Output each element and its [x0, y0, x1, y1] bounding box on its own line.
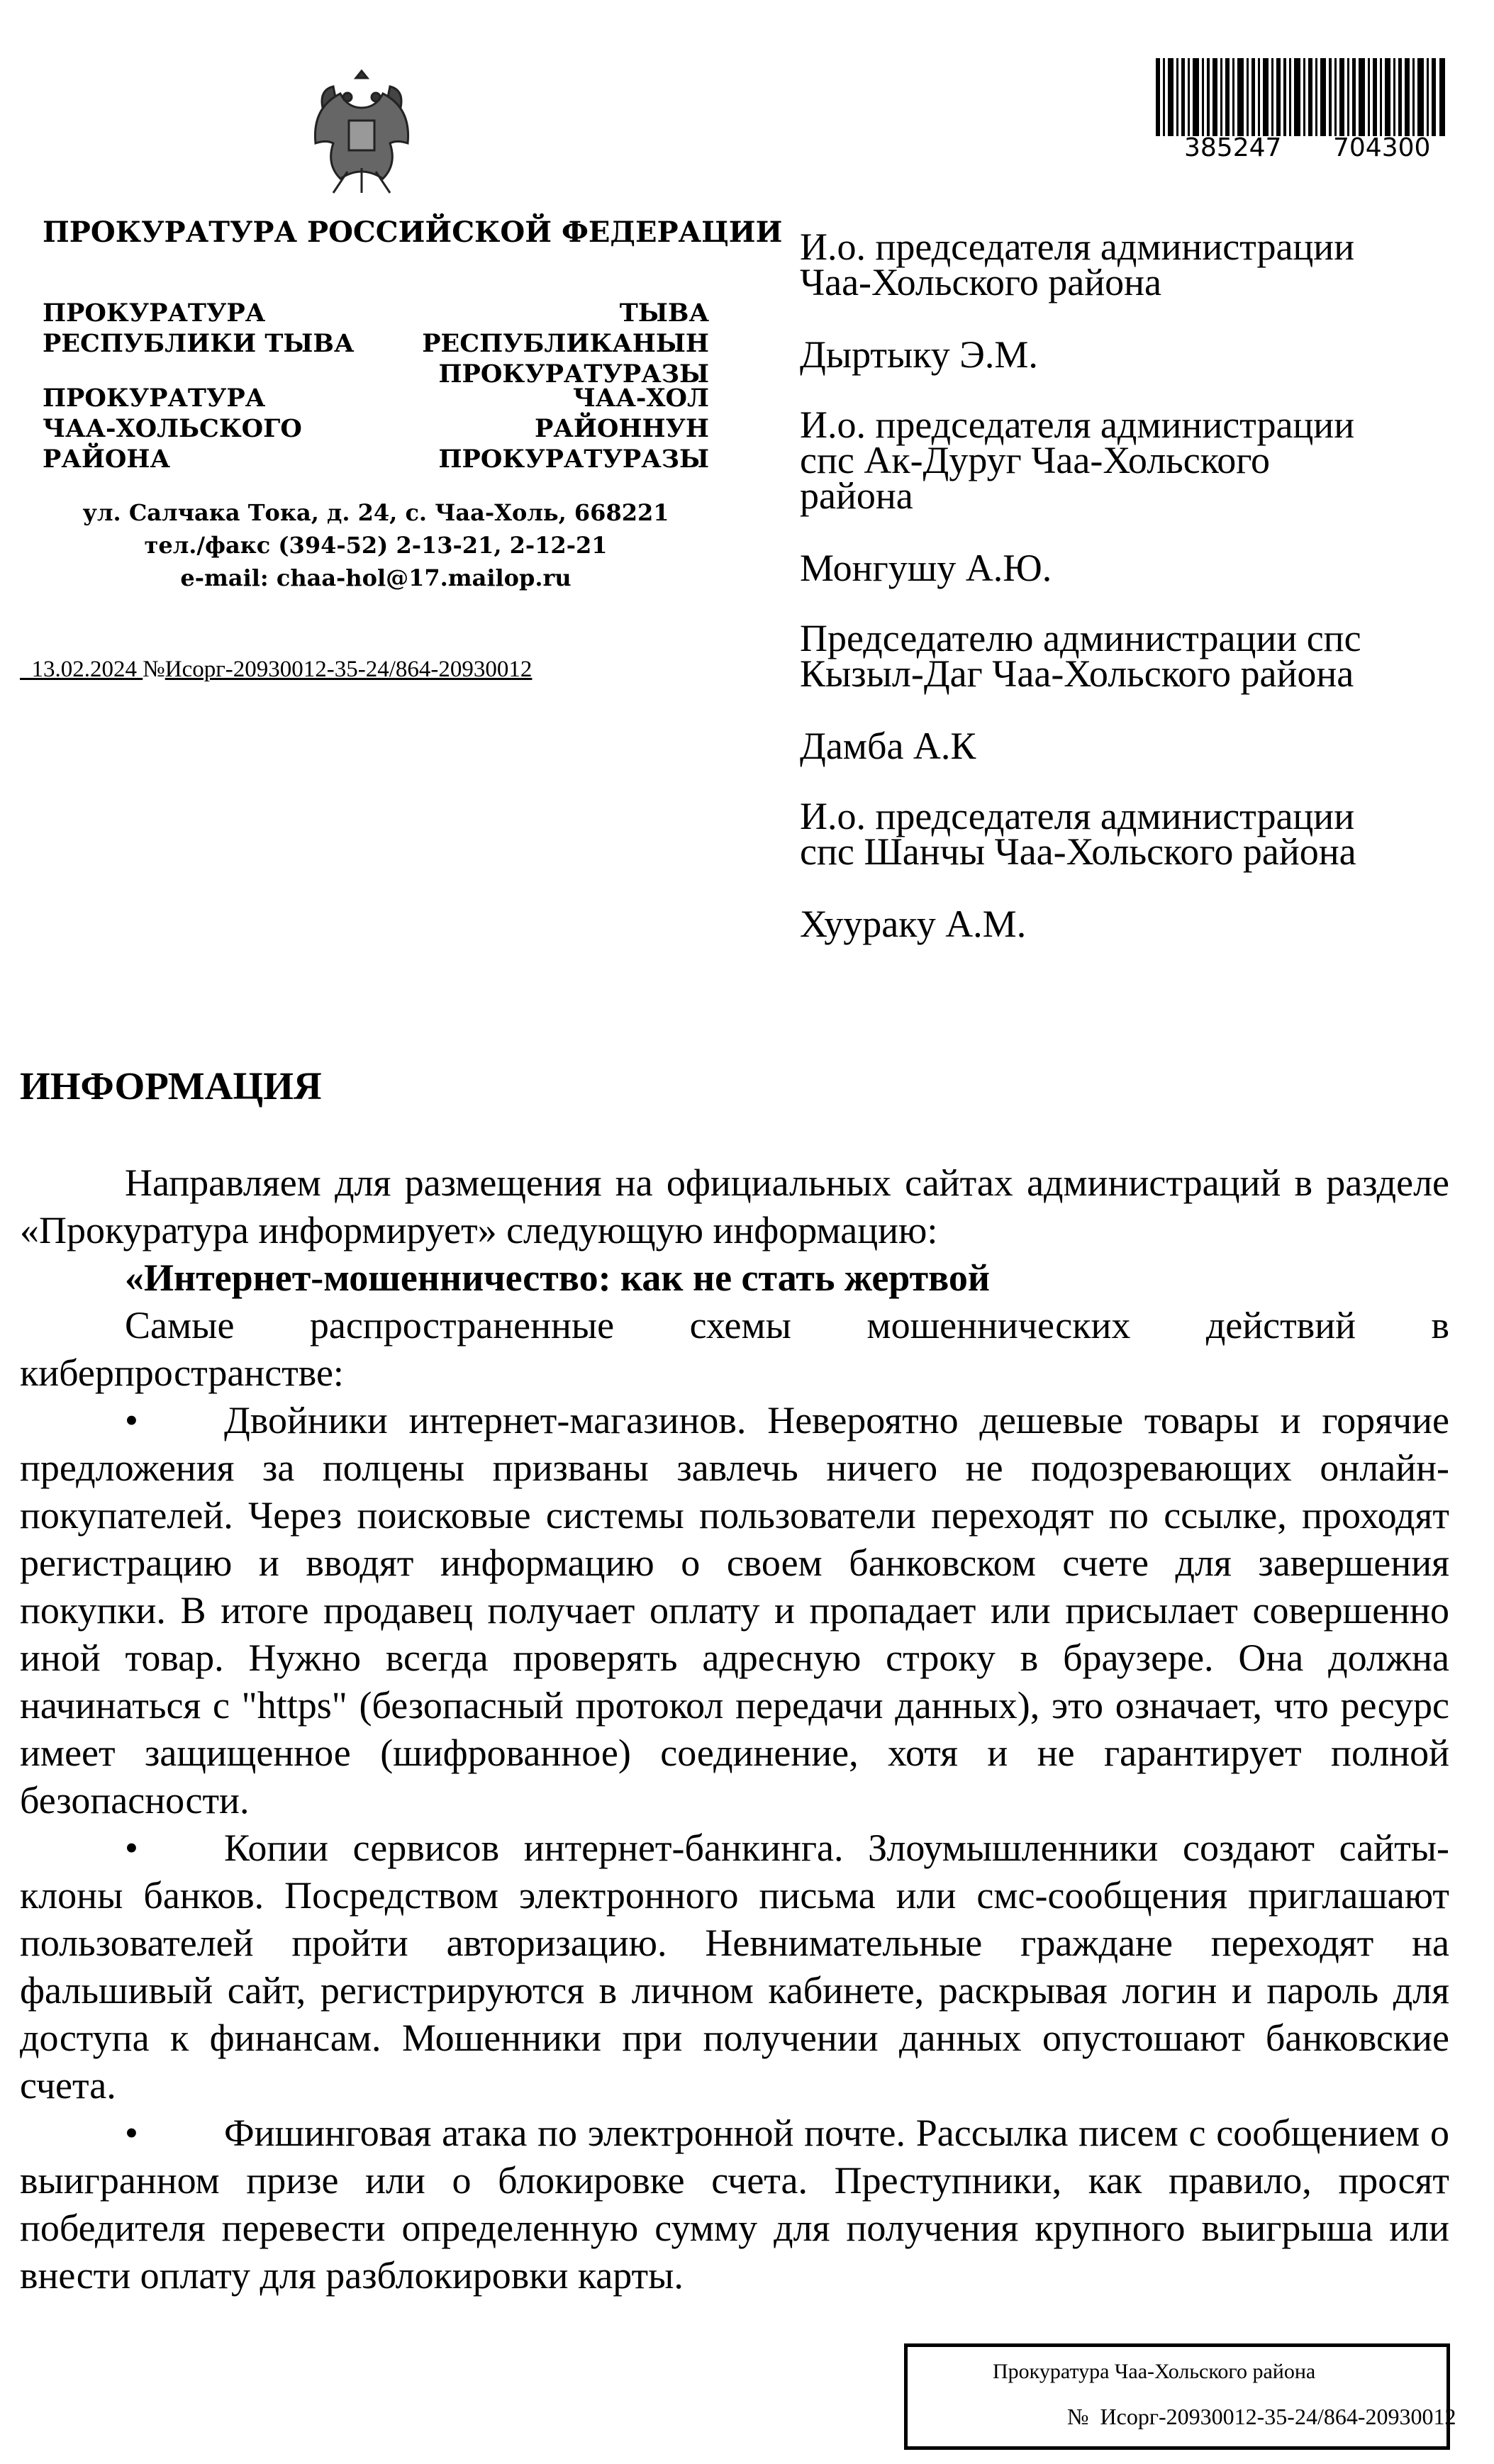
header-left-block-2 [43, 383, 302, 474]
header-line: ПРОКУРАТУРАЗЫ [438, 445, 709, 474]
recipient-name: Дамба А.К [800, 725, 976, 767]
header-right-block-2 [397, 383, 709, 474]
reference-date: 13.02.2024 [31, 657, 137, 682]
barcode [1156, 58, 1446, 165]
recipients-block [800, 225, 1481, 976]
bullet-item: • Двойники интернет-магазинов. Невероятно дешевые товары и горячие предложения за полцены призваны завлечь ничего не подозревающих онлайн-покупателей. Через поисковые системы пользователи переходят по ссылке, проходят регистрацию и вводят информацию о своем банковском счете для завершения покупки. В итоге продавец получает оплату и пропадает или присылает совершенно иной товар. Нужно всегда проверять адресную строку в браузере. Она должна начинаться с "https" (безопасный протокол передачи данных), это означает, что ресурс имеет защищенное (шифрованное) соединение, хотя и не гарантирует полной безопасности. [20, 1397, 1449, 1824]
header-right-block-1 [397, 298, 709, 389]
article-title: «Интернет-мошенничество: как не стать жертвой [125, 1256, 991, 1299]
stamp-org: Прокуратура Чаа-Хольского района [993, 2360, 1316, 2383]
header-left-block-1 [43, 298, 355, 359]
lead-paragraph: Самые распространенные схемы мошеннических действий в киберпространстве: [20, 1304, 1449, 1394]
bullet-item: • Фишинговая атака по электронной почте. Рассылка писем с сообщением о выигранном призе или о блокировке счета. Преступники, как правило, просят победителя перевести определенную сумму для получения крупного выигрыша или внести оплату для разблокировки карты. [20, 2109, 1449, 2299]
recipient-title: И.о. председателя администрации Чаа-Хольского района [800, 225, 1355, 303]
header-line: ЧАА-ХОЛ [572, 384, 709, 413]
header-line: ЧАА-ХОЛЬСКОГО [43, 414, 302, 443]
barcode-left-digits: 385247 [1184, 133, 1282, 162]
bullet-icon: • [125, 2112, 138, 2154]
intro-paragraph: Направляем для размещения на официальных сайтах администраций в разделе «Прокуратура информирует» следующую информацию: [20, 1161, 1449, 1251]
reference-number: Исорг-20930012-35-24/864-20930012 [165, 657, 533, 682]
barcode-right-digits: 704300 [1333, 133, 1431, 162]
recipient-name: Дыртыку Э.М. [800, 333, 1038, 376]
recipient-title: И.о. председателя администрации спс Шанчы Чаа-Хольского района [800, 795, 1356, 873]
org-title: ПРОКУРАТУРА РОССИЙСКОЙ ФЕДЕРАЦИИ [43, 216, 783, 249]
recipient-name: Монгушу А.Ю. [800, 547, 1052, 589]
stamp-number-line [1067, 2404, 1456, 2430]
header-line: РЕСПУБЛИКИ ТЫВА [43, 329, 355, 358]
reference-line [20, 657, 532, 683]
coat-of-arms-emblem [298, 65, 425, 200]
email: e-mail: chaa-hol@17.mailop.ru [180, 564, 572, 591]
recipient-title: И.о. председателя администрации спс Ак-Дуруг Чаа-Хольского района [800, 403, 1355, 517]
bullet-icon: • [125, 1827, 138, 1869]
recipient-name: Хуураку А.М. [800, 903, 1027, 945]
header-line: РАЙОНА [43, 445, 170, 474]
bullet-icon: • [125, 1399, 138, 1442]
header-line: ПРОКУРАТУРА [43, 384, 266, 413]
header-line: РАЙОННУН [535, 414, 709, 443]
contact-block [43, 496, 709, 594]
document-body [20, 1159, 1449, 2299]
header-line: ПРОКУРАТУРА [43, 299, 266, 328]
stamp-number: Исорг-20930012-35-24/864-20930012 [1100, 2404, 1456, 2429]
recipient-title: Председателю администрации спс Кызыл-Даг Чаа-Хольского района [800, 617, 1361, 695]
barcode-bars [1156, 58, 1446, 136]
document-heading: ИНФОРМАЦИЯ [20, 1064, 322, 1108]
registration-stamp [904, 2343, 1456, 2450]
reference-number-sign: № [143, 657, 165, 682]
bullet-item: • Копии сервисов интернет-банкинга. Злоумышленники создают сайты-клоны банков. Посредством электронного письма или смс-сообщения приглашают пользователей пройти авторизацию. Невнимательные граждане переходят на фальшивый сайт, регистрируются в личном кабинете, раскрывая логин и пароль для доступа к финансам. Мошенники при получении данных опустошают банковские счета. [20, 1824, 1449, 2109]
header-line: ПРОКУРАТУРАЗЫ [438, 359, 709, 389]
phone: тел./факс (394-52) 2-13-21, 2-12-21 [144, 532, 608, 559]
header-line: ТЫВА РЕСПУБЛИКАНЫН [422, 299, 709, 358]
address: ул. Салчака Тока, д. 24, с. Чаа-Холь, 668221 [82, 499, 669, 526]
stamp-number-sign: № [1067, 2404, 1089, 2429]
